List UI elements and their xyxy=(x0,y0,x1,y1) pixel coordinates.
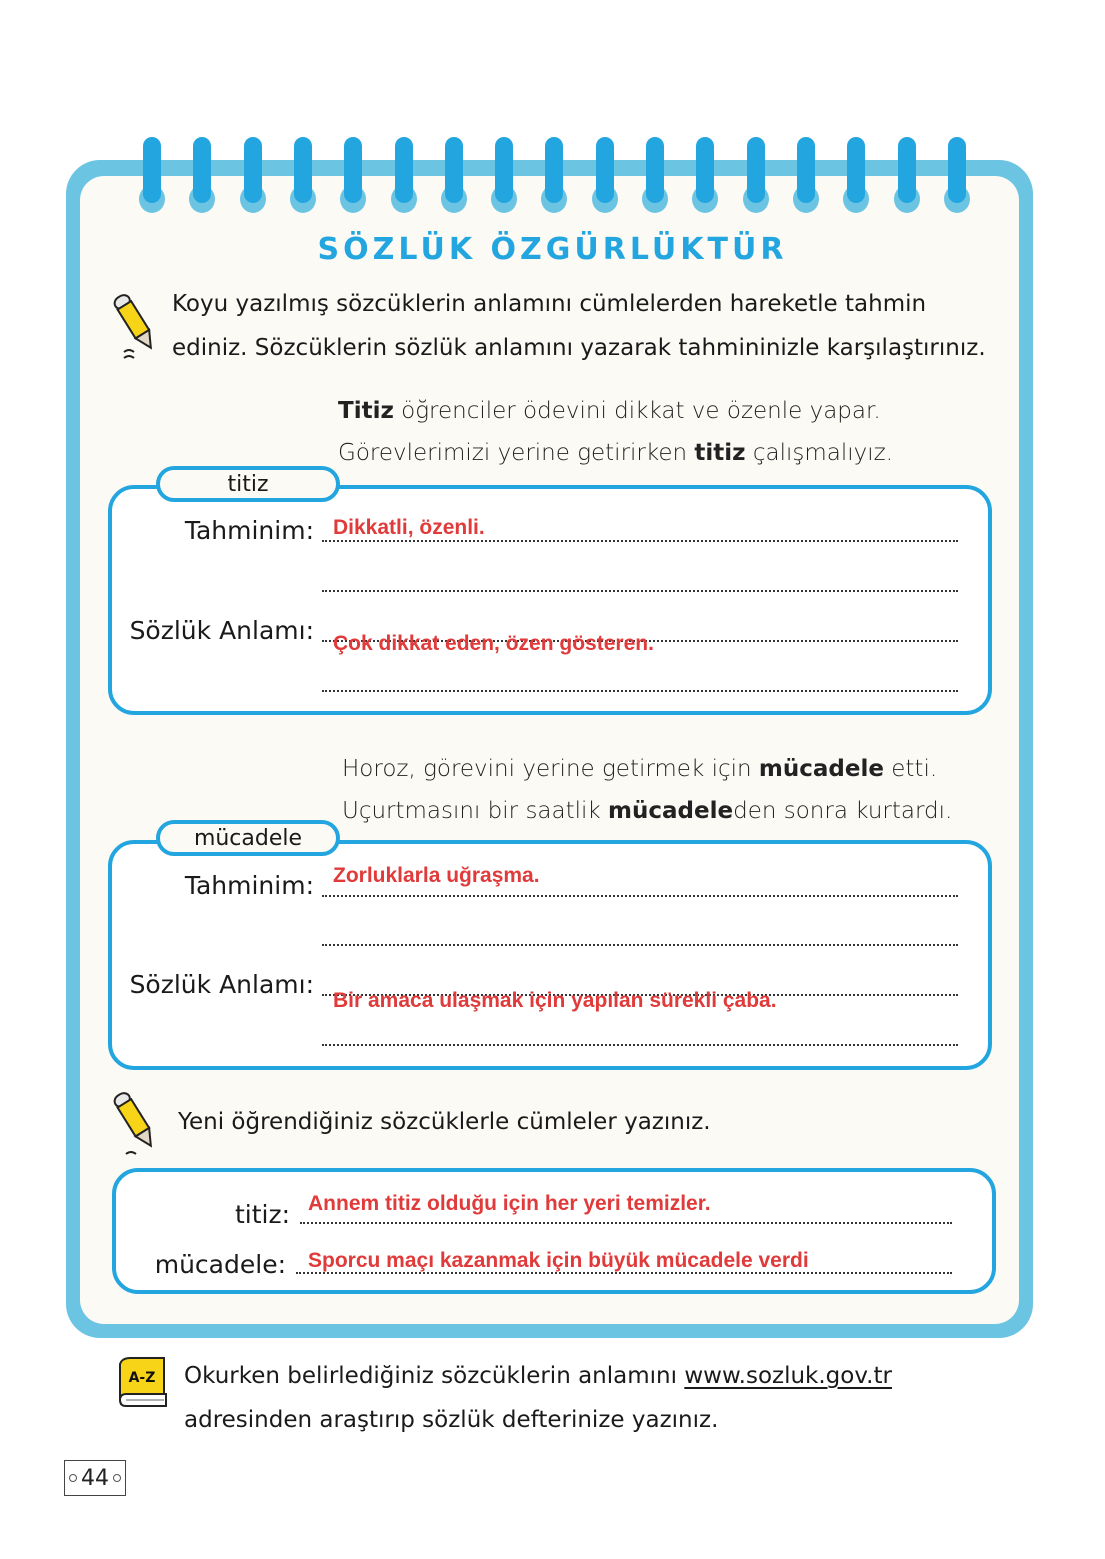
pencil-icon xyxy=(112,1086,160,1158)
spiral-ring-icon xyxy=(898,137,916,203)
guess-line-2[interactable] xyxy=(322,944,958,946)
spiral-ring-icon xyxy=(596,137,614,203)
spiral-ring-icon xyxy=(143,137,161,203)
spiral-ring-icon xyxy=(747,137,765,203)
guess-answer[interactable]: Zorluklarla uğraşma. xyxy=(333,864,540,887)
instruction-2: Yeni öğrendiğiniz sözcüklerle cümleler yazınız. xyxy=(178,1109,711,1135)
spiral-ring-icon xyxy=(495,137,513,203)
sentence-answer-titiz[interactable]: Annem titiz olduğu için her yeri temizler. xyxy=(308,1192,711,1215)
sentence-line-titiz[interactable] xyxy=(300,1222,952,1224)
dictionary-label: Sözlük Anlamı: xyxy=(129,616,314,645)
guess-line[interactable] xyxy=(322,540,958,542)
screw-dot-icon xyxy=(69,1474,77,1482)
screw-dot-icon xyxy=(113,1474,121,1482)
spiral-ring-icon xyxy=(193,137,211,203)
page-number: 44 xyxy=(64,1460,126,1496)
dictionary-line-2[interactable] xyxy=(322,1044,958,1046)
dictionary-book-icon xyxy=(114,1356,170,1412)
page-title: SÖZLÜK ÖZGÜRLÜKTÜR xyxy=(317,232,788,267)
dictionary-answer[interactable]: Çok dikkat eden, özen gösteren. xyxy=(333,632,654,655)
guess-answer[interactable]: Dikkatli, özenli. xyxy=(333,516,485,539)
sentence-answer-mucadele[interactable]: Sporcu maçı kazanmak için büyük mücadele verdi xyxy=(308,1249,809,1272)
spiral-ring-icon xyxy=(294,137,312,203)
example-sentences-mucadele: Horoz, görevini yerine getirmek için mücadele etti. Uçurtmasını bir saatlik mücadeleden sonra kurtardı. xyxy=(342,756,953,824)
spiral-ring-icon xyxy=(445,137,463,203)
pencil-icon xyxy=(112,288,160,360)
spiral-ring-icon xyxy=(244,137,262,203)
spiral-ring-icon xyxy=(646,137,664,203)
svg-text:A-Z: A-Z xyxy=(128,1370,156,1386)
spiral-ring-icon xyxy=(344,137,362,203)
example-sentences-titiz: Titiz öğrenciler ödevini dikkat ve özenle yapar. Görevlerimizi yerine getirirken titiz çalışmalıyız. xyxy=(338,398,894,466)
spiral-ring-icon xyxy=(395,137,413,203)
guess-label: Tahminim: xyxy=(184,516,314,545)
guess-line-2[interactable] xyxy=(322,590,958,592)
dictionary-line-2[interactable] xyxy=(322,690,958,692)
spiral-ring-icon xyxy=(696,137,714,203)
spiral-ring-icon xyxy=(545,137,563,203)
dictionary-label: Sözlük Anlamı: xyxy=(129,970,314,999)
guess-line[interactable] xyxy=(322,895,958,897)
spiral-ring-icon xyxy=(797,137,815,203)
spiral-ring-icon xyxy=(948,137,966,203)
footer-note: Okurken belirlediğiniz sözcüklerin anlamını www.sozluk.gov.tr adresinden araştırıp sözlük defterinize yazınız. xyxy=(184,1363,892,1433)
guess-label: Tahminim: xyxy=(184,871,314,900)
word-tab-mucadele: mücadele xyxy=(156,820,340,856)
spiral-binding xyxy=(0,0,1105,220)
sentence-label-mucadele: mücadele: xyxy=(154,1250,286,1279)
dictionary-answer[interactable]: Bir amaca ulaşmak için yapılan sürekli çaba. xyxy=(333,989,777,1012)
spiral-ring-icon xyxy=(847,137,865,203)
word-tab-titiz: titiz xyxy=(156,466,340,502)
sentence-label-titiz: titiz: xyxy=(234,1200,290,1229)
instruction-1: Koyu yazılmış sözcüklerin anlamını cümlelerden hareketle tahmin ediniz. Sözcüklerin sözlük anlamını yazarak tahmininizle karşılaştırınız. xyxy=(172,291,986,361)
sozluk-link[interactable]: www.sozluk.gov.tr xyxy=(684,1363,892,1389)
